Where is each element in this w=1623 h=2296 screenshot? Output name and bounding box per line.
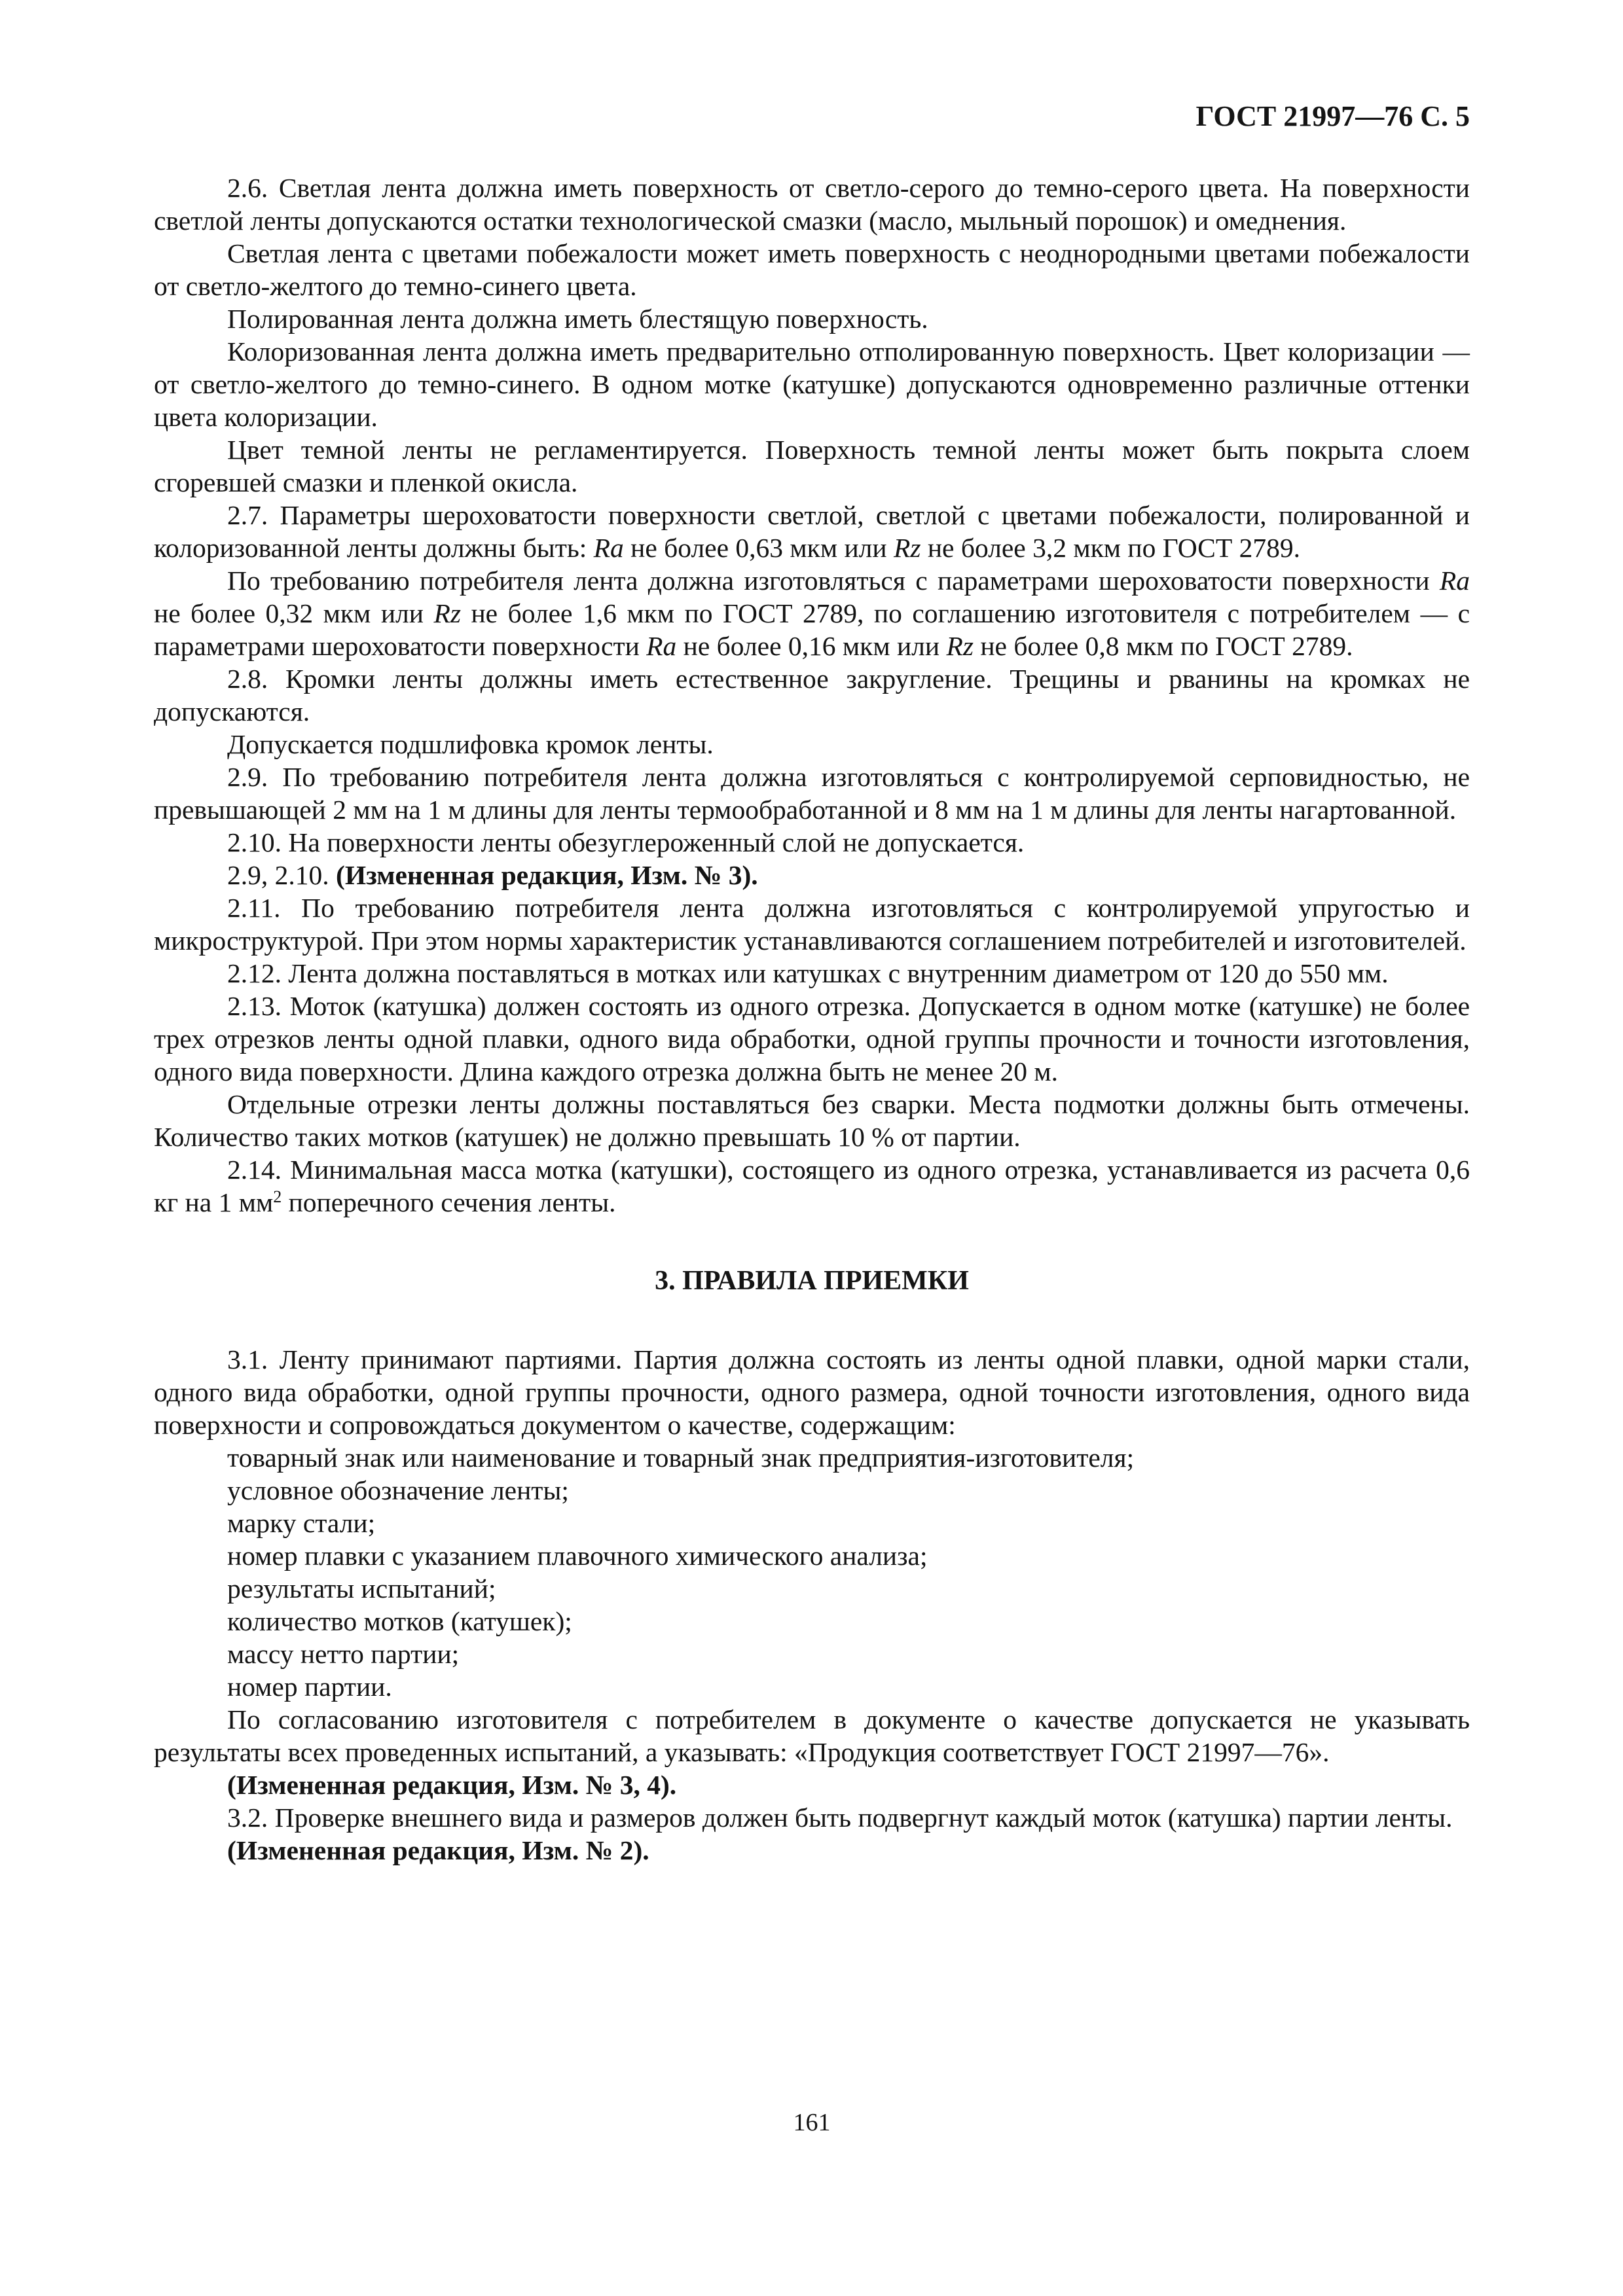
text-run: не более 3,2 мкм по ГОСТ 2789. bbox=[921, 533, 1300, 563]
list-item: количество мотков (катушек); bbox=[227, 1606, 572, 1636]
text-run: поперечного сечения ленты. bbox=[282, 1187, 616, 1217]
ra-symbol: Ra bbox=[646, 631, 677, 661]
paragraph-2-10: 2.10. На поверхности ленты обезуглероженный слой не допускается. bbox=[227, 827, 1025, 857]
superscript: 2 bbox=[273, 1187, 282, 1206]
text-run: По требованию потребителя лента должна изготовляться с параметрами шероховатости поверхности bbox=[227, 565, 1440, 596]
paragraph-2-11: 2.11. По требованию потребителя лента должна изготовляться с контролируемой упругостью и микроструктурой. При этом нормы характеристик устанавливаются соглашением потребителей и изготовителей. bbox=[154, 893, 1470, 956]
text-run: не более 0,63 мкм или bbox=[623, 533, 894, 563]
paragraph-2-14 bbox=[154, 1153, 1470, 1219]
paragraph-2-12: 2.12. Лента должна поставляться в мотках или катушках с внутренним диаметром от 120 до 550 мм. bbox=[227, 958, 1389, 988]
running-header: ГОСТ 21997—76 С. 5 bbox=[1195, 100, 1470, 132]
page-number: 161 bbox=[793, 2109, 831, 2136]
paragraph-2-6-polished: Полированная лента должна иметь блестящую поверхность. bbox=[227, 304, 928, 334]
text-run: не более 0,16 мкм или bbox=[676, 631, 947, 661]
list-item: номер партии. bbox=[227, 1672, 392, 1702]
text-run: не более 0,32 мкм или bbox=[154, 598, 434, 628]
list-item: номер плавки с указанием плавочного химического анализа; bbox=[227, 1541, 928, 1571]
amendment-note: (Измененная редакция, Изм. № 2). bbox=[227, 1835, 649, 1865]
document-page bbox=[154, 98, 1470, 2219]
text-run: не более 1,6 мкм по ГОСТ 2789, по соглашению изготовителя с потребителем — с параметрами шероховатости поверхности bbox=[154, 598, 1470, 661]
paragraph-2-6: 2.6. Светлая лента должна иметь поверхность от светло-серого до темно-серого цвета. На поверхности светлой ленты допускаются остатки технологической смазки (масло, мыльный порошок) и омеднения. bbox=[154, 173, 1470, 236]
paragraph-2-7 bbox=[154, 499, 1470, 564]
paragraph-2-9-2-10-amendment bbox=[154, 859, 1470, 891]
paragraph-2-8: 2.8. Кромки ленты должны иметь естественное закругление. Трещины и рванины на кромках не допускаются. bbox=[154, 664, 1470, 726]
paragraph-2-13: 2.13. Моток (катушка) должен состоять из одного отрезка. Допускается в одном мотке (катушке) не более трех отрезков ленты одной плавки, одного вида обработки, одной группы прочности и точности изготовления, одного вида поверхности. Длина каждого отрезка должна быть не менее 20 м. bbox=[154, 991, 1470, 1086]
ra-symbol: Ra bbox=[593, 533, 624, 563]
paragraph-2-6-colorized: Колоризованная лента должна иметь предварительно отполированную поверхность. Цвет колоризации — от светло-желтого до темно-синего. В одном мотке (катушке) допускаются одновременно различные оттенки цвета колоризации. bbox=[154, 336, 1470, 432]
paragraph-2-6-tempered: Светлая лента с цветами побежалости может иметь поверхность с неоднородными цветами побежалости от светло-желтого до темно-синего цвета. bbox=[154, 238, 1470, 301]
rz-symbol: Rz bbox=[893, 533, 921, 563]
rz-symbol: Rz bbox=[433, 598, 461, 628]
section-title: 3. ПРАВИЛА ПРИЕМКИ bbox=[655, 1266, 969, 1296]
paragraph-2-13-welding: Отдельные отрезки ленты должны поставляться без сварки. Места подмотки должны быть отмечены. Количество таких мотков (катушек) не должно превышать 10 % от партии. bbox=[154, 1089, 1470, 1152]
list-item: товарный знак или наименование и товарный знак предприятия-изготовителя; bbox=[227, 1443, 1135, 1473]
paragraph-3-1-agreement: По согласованию изготовителя с потребителем в документе о качестве допускается не указывать результаты всех проведенных испытаний, а указывать: «Продукция соответствует ГОСТ 21997—76». bbox=[154, 1704, 1470, 1767]
text-run: не более 0,8 мкм по ГОСТ 2789. bbox=[973, 631, 1353, 661]
list-item: массу нетто партии; bbox=[227, 1639, 460, 1669]
paragraph-2-7-request bbox=[154, 564, 1470, 662]
ra-symbol: Ra bbox=[1439, 565, 1470, 596]
list-item: результаты испытаний; bbox=[227, 1573, 496, 1604]
paragraph-3-1: 3.1. Ленту принимают партиями. Партия должна состоять из ленты одной плавки, одной марки стали, одного вида обработки, одной группы прочности, одного размера, одной точности изготовления, одного вида поверхности и сопровождаться документом о качестве, содержащим: bbox=[154, 1344, 1470, 1440]
document-body bbox=[154, 171, 1470, 1867]
amendment-note: (Измененная редакция, Изм. № 3). bbox=[336, 860, 758, 890]
list-item: условное обозначение ленты; bbox=[227, 1475, 569, 1505]
amendment-note: (Измененная редакция, Изм. № 3, 4). bbox=[227, 1770, 677, 1800]
paragraph-2-9: 2.9. По требованию потребителя лента должна изготовляться с контролируемой серповидностью, не превышающей 2 мм на 1 м длины для ленты термообработанной и 8 мм на 1 м длины для ленты нагартованной. bbox=[154, 762, 1470, 825]
text-run: 2.14. Минимальная масса мотка (катушки), состоящего из одного отрезка, устанавливается из расчета 0,6 кг на 1 мм bbox=[154, 1155, 1470, 1217]
rz-symbol: Rz bbox=[946, 631, 974, 661]
paragraph-2-8-grinding: Допускается подшлифовка кромок ленты. bbox=[227, 729, 714, 759]
text-run: 2.7. Параметры шероховатости поверхности светлой, светлой с цветами побежалости, полированной и колоризованной ленты должны быть: bbox=[154, 500, 1470, 563]
clause-number: 2.9, 2.10. bbox=[227, 860, 336, 890]
paragraph-2-6-dark: Цвет темной ленты не регламентируется. Поверхность темной ленты может быть покрыта слоем сгоревшей смазки и пленкой окисла. bbox=[154, 435, 1470, 497]
list-item: марку стали; bbox=[227, 1508, 376, 1538]
paragraph-3-2: 3.2. Проверке внешнего вида и размеров должен быть подвергнут каждый моток (катушка) партии ленты. bbox=[227, 1803, 1453, 1833]
